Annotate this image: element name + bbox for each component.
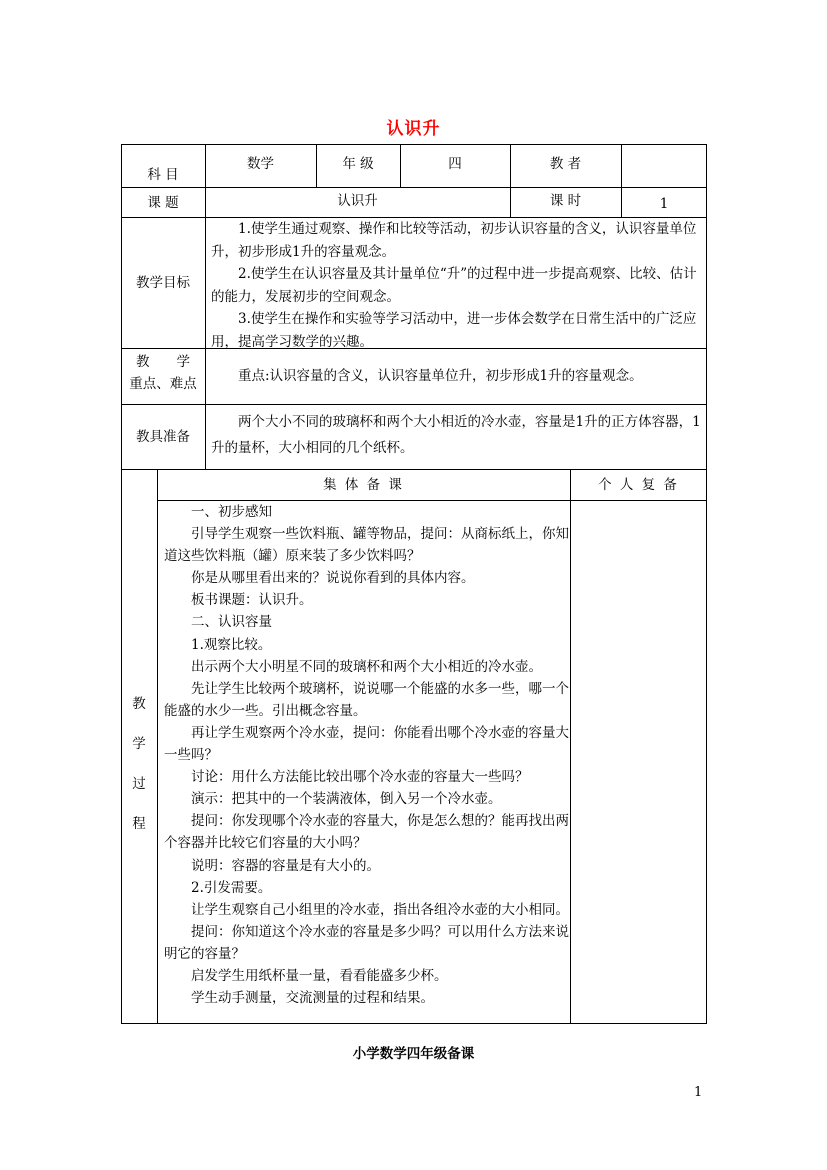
goals-label: 教学目标 — [136, 274, 190, 291]
page-number: 1 — [694, 1085, 703, 1100]
keypoints-paragraph: 重点:认识容量的含义，认识容量单位升，初步形成1升的容量观念。 — [238, 368, 643, 384]
row-divider — [121, 404, 707, 405]
process-label-char: 教 — [132, 696, 146, 712]
table-border-bottom — [121, 1023, 707, 1024]
topic-label: 课 题 — [147, 195, 179, 211]
teacher-value — [621, 152, 707, 176]
process-line: 演示：把其中的一个装满液体，倒入另一个冷水壶。 — [191, 791, 502, 808]
materials-label: 教具准备 — [136, 428, 190, 445]
process-line: 2.引发需要。 — [191, 879, 272, 896]
keypoints-text — [211, 365, 701, 387]
process-label-char: 学 — [132, 736, 146, 752]
goal-item: 1.使学生通过观察、操作和比较等活动，初步认识容量的含义，认识容量单位升，初步形成1升的容量观念。 — [211, 221, 697, 260]
grade-label: 年 级 — [342, 156, 374, 172]
subject-label: 科 目 — [147, 167, 179, 183]
table-border-right — [706, 144, 707, 1024]
process-line: 启发学生用纸杯量一量，看看能盛多少杯。 — [191, 967, 448, 984]
process-line: 提问：你发现哪个冷水壶的容量大，你是怎么想的？能再找出两个容器并比较它们容量的大小吗？ — [164, 813, 569, 852]
column-divider — [157, 469, 158, 1024]
process-line: 1.观察比较。 — [191, 636, 272, 653]
row-divider — [121, 469, 707, 470]
process-line: 说明：容器的容量是有大小的。 — [191, 857, 380, 874]
period-value: 1 — [659, 196, 669, 212]
process-line: 一、初步感知 — [191, 504, 272, 520]
keypoints-label-line2: 重点、难点 — [129, 376, 197, 392]
grade-value: 四 — [448, 156, 462, 172]
process-line: 引导学生观察一些饮料瓶、罐等物品，提问：从商标纸上，你知道这些饮料瓶（罐）原来装了多少饮料吗？ — [164, 526, 569, 565]
process-label-char: 过 — [132, 776, 146, 792]
table-border-top — [121, 144, 707, 145]
lesson-plan-table — [121, 144, 707, 1024]
process-line: 再让学生观察两个冷水壶，提问：你能看出哪个冷水壶的容量大一些吗？ — [164, 724, 569, 764]
process-line: 学生动手测量，交流测量的过程和结果。 — [191, 990, 434, 1007]
goal-item: 3.使学生在操作和实验等学习活动中，进一步体会数学在日常生活中的广泛应用，提高学习数学的兴趣。 — [211, 311, 697, 350]
collective-header: 集 体 备 课 — [323, 477, 404, 493]
process-line: 讨论：用什么方法能比较出哪个冷水壶的容量大一些吗？ — [191, 769, 529, 786]
materials-text — [211, 409, 701, 461]
column-divider — [570, 469, 571, 1024]
process-line: 让学生观察自己小组里的冷水壶，指出各组冷水壶的大小相同。 — [191, 901, 569, 918]
process-line: 提问：你知道这个冷水壶的容量是多少吗？可以用什么方法来说明它的容量？ — [164, 923, 569, 962]
keypoints-label — [121, 351, 205, 401]
process-content — [164, 501, 569, 1009]
goal-item: 2.使学生在认识容量及其计量单位“升”的过程中进一步提高观察、比较、估计的能力，发展初步的空间观念。 — [211, 266, 697, 305]
document-title: 认识升 — [386, 119, 441, 139]
period-label: 课 时 — [549, 193, 582, 209]
process-label-char: 程 — [132, 816, 146, 832]
personal-header: 个 人 复 备 — [598, 477, 679, 493]
process-line: 出示两个大小明星不同的玻璃杯和两个大小相近的冷水壶。 — [191, 658, 542, 675]
row-divider — [121, 187, 707, 188]
process-line: 你是从哪里看出来的？说说你看到的具体内容。 — [191, 570, 475, 587]
keypoints-label-line1: 教 学 — [136, 354, 190, 370]
process-label — [121, 684, 157, 844]
materials-paragraph: 两个大小不同的玻璃杯和两个大小相近的冷水壶，容量是1升的正方体容器，1升的量杯，大小相同的几个纸杯。 — [211, 414, 701, 456]
page-footer: 小学数学四年级备课 — [352, 1046, 475, 1062]
process-line: 先让学生比较两个玻璃杯，说说哪一个能盛的水多一些，哪一个能盛的水少一些。引出概念容量。 — [164, 680, 569, 719]
goals-content — [211, 218, 701, 353]
topic-value: 认识升 — [337, 193, 378, 209]
process-line: 板书课题：认识升。 — [191, 592, 313, 609]
teacher-label: 教 者 — [549, 156, 582, 172]
process-line: 二、认识容量 — [191, 614, 272, 631]
subject-value: 数学 — [247, 156, 274, 172]
